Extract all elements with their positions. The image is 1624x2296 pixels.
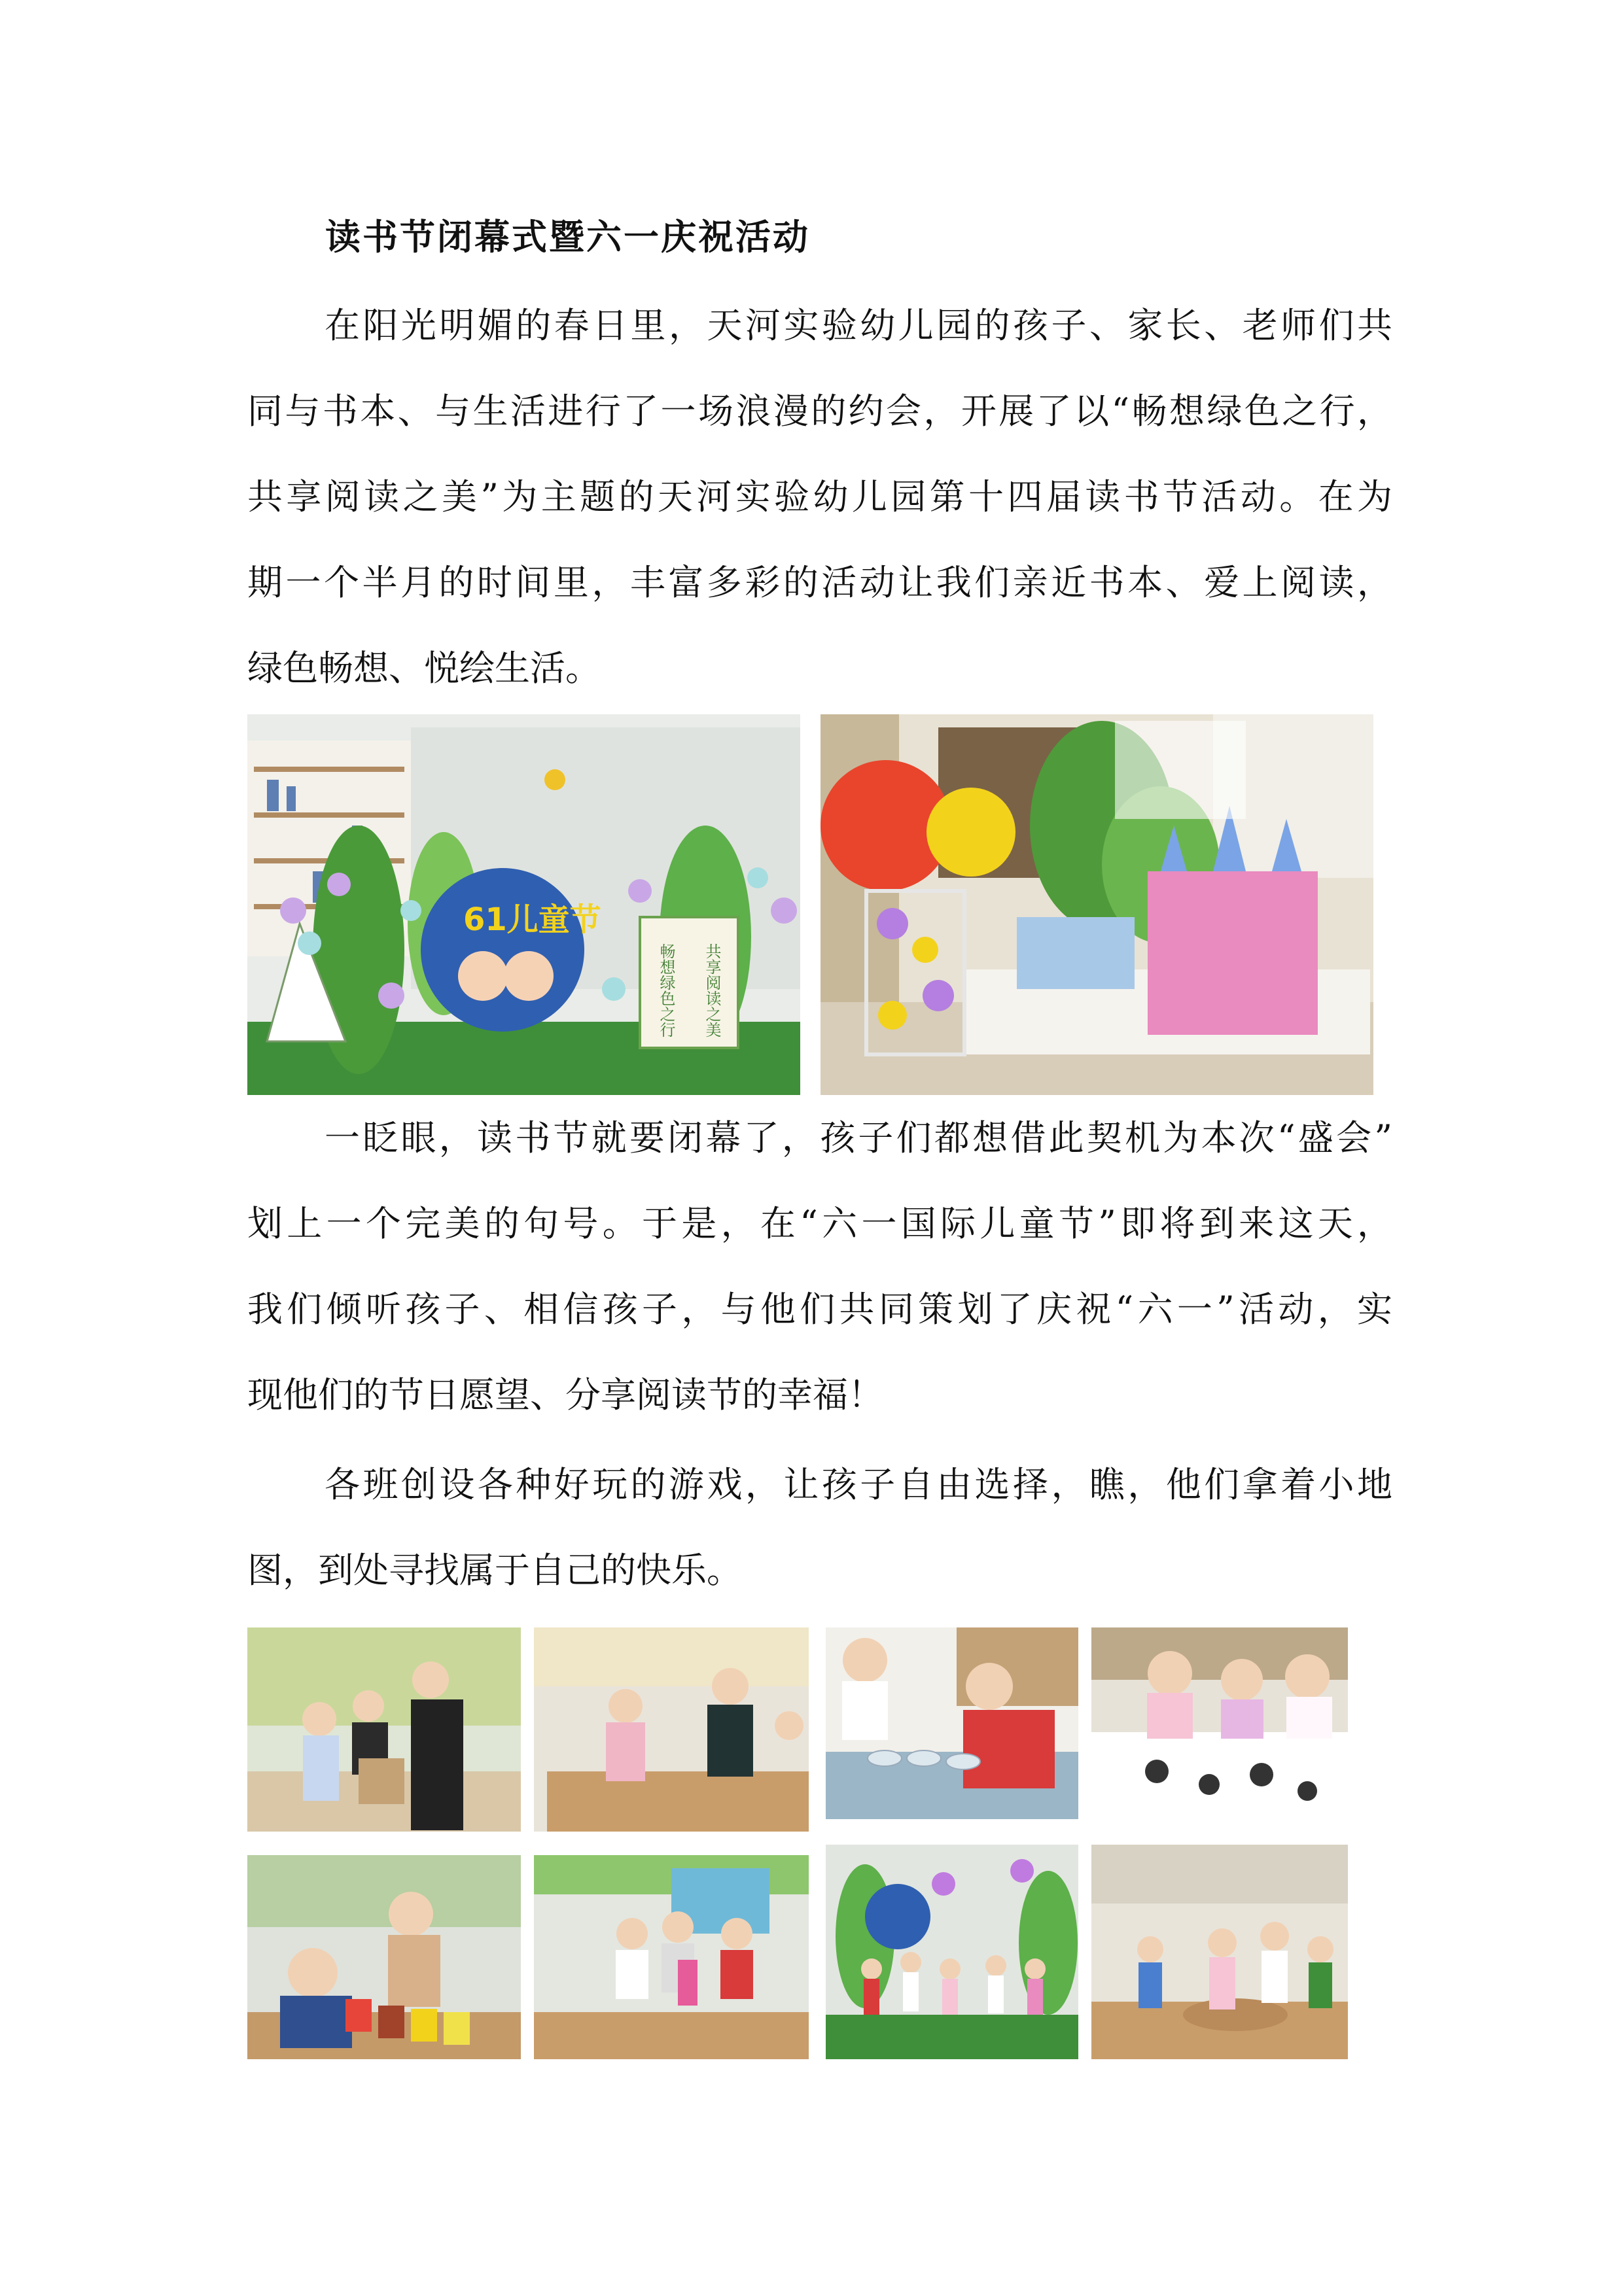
text-line: 共享阅读之美”为主题的天河实验幼儿园第十四届读书节活动。在为 xyxy=(247,476,1392,517)
photo-game-stage-kids xyxy=(826,1845,1078,2059)
text-line: 我们倾听孩子、相信孩子，与他们共同策划了庆祝“六一”活动，实 xyxy=(247,1289,1392,1330)
photo-game-classroom-table xyxy=(534,1627,809,1832)
text-line: 在阳光明媚的春日里，天河实验幼儿园的孩子、家长、老师们共 xyxy=(325,305,1392,346)
photo-game-drawing xyxy=(1091,1627,1348,1819)
photo-game-straw-cups xyxy=(247,1855,521,2059)
festival-sign-text: 61儿童节 xyxy=(463,901,601,938)
text-line: 一眨眼，读书节就要闭幕了，孩子们都想借此契机为本次“盛会” xyxy=(325,1117,1392,1158)
text-line: 各班创设各种好玩的游戏，让孩子自由选择，瞧，他们拿着小地 xyxy=(325,1464,1392,1505)
book-left-text: 畅想绿色之行 xyxy=(657,943,675,1037)
text-line: 现他们的节日愿望、分享阅读节的幸福！ xyxy=(247,1374,883,1416)
text-line: 同与书本、与生活进行了一场浪漫的约会，开展了以“畅想绿色之行， xyxy=(247,391,1392,432)
text-line: 期一个半月的时间里，丰富多彩的活动让我们亲近书本、爱上阅读， xyxy=(247,562,1392,603)
paragraph-intro xyxy=(247,283,1392,711)
book-right-text: 共享阅读之美 xyxy=(703,943,721,1037)
photo-game-screen-classroom xyxy=(534,1855,809,2059)
photo-game-play-area xyxy=(1091,1845,1348,2059)
photo-balloons-castle xyxy=(821,714,1373,1095)
page-title: 读书节闭幕式暨六一庆祝活动 xyxy=(325,217,810,258)
photo-game-teacher-box xyxy=(247,1627,521,1832)
photo-reading-festival-stage xyxy=(247,714,800,1095)
text-line: 绿色畅想、悦绘生活。 xyxy=(247,648,601,689)
photo-game-blowing-cups xyxy=(826,1627,1078,1819)
paragraph-games xyxy=(247,1442,1392,1613)
text-line: 划上一个完美的句号。于是，在“六一国际儿童节”即将到来这天， xyxy=(247,1203,1392,1244)
text-line: 图，到处寻找属于自己的快乐。 xyxy=(247,1550,742,1591)
paragraph-closing xyxy=(247,1095,1392,1438)
